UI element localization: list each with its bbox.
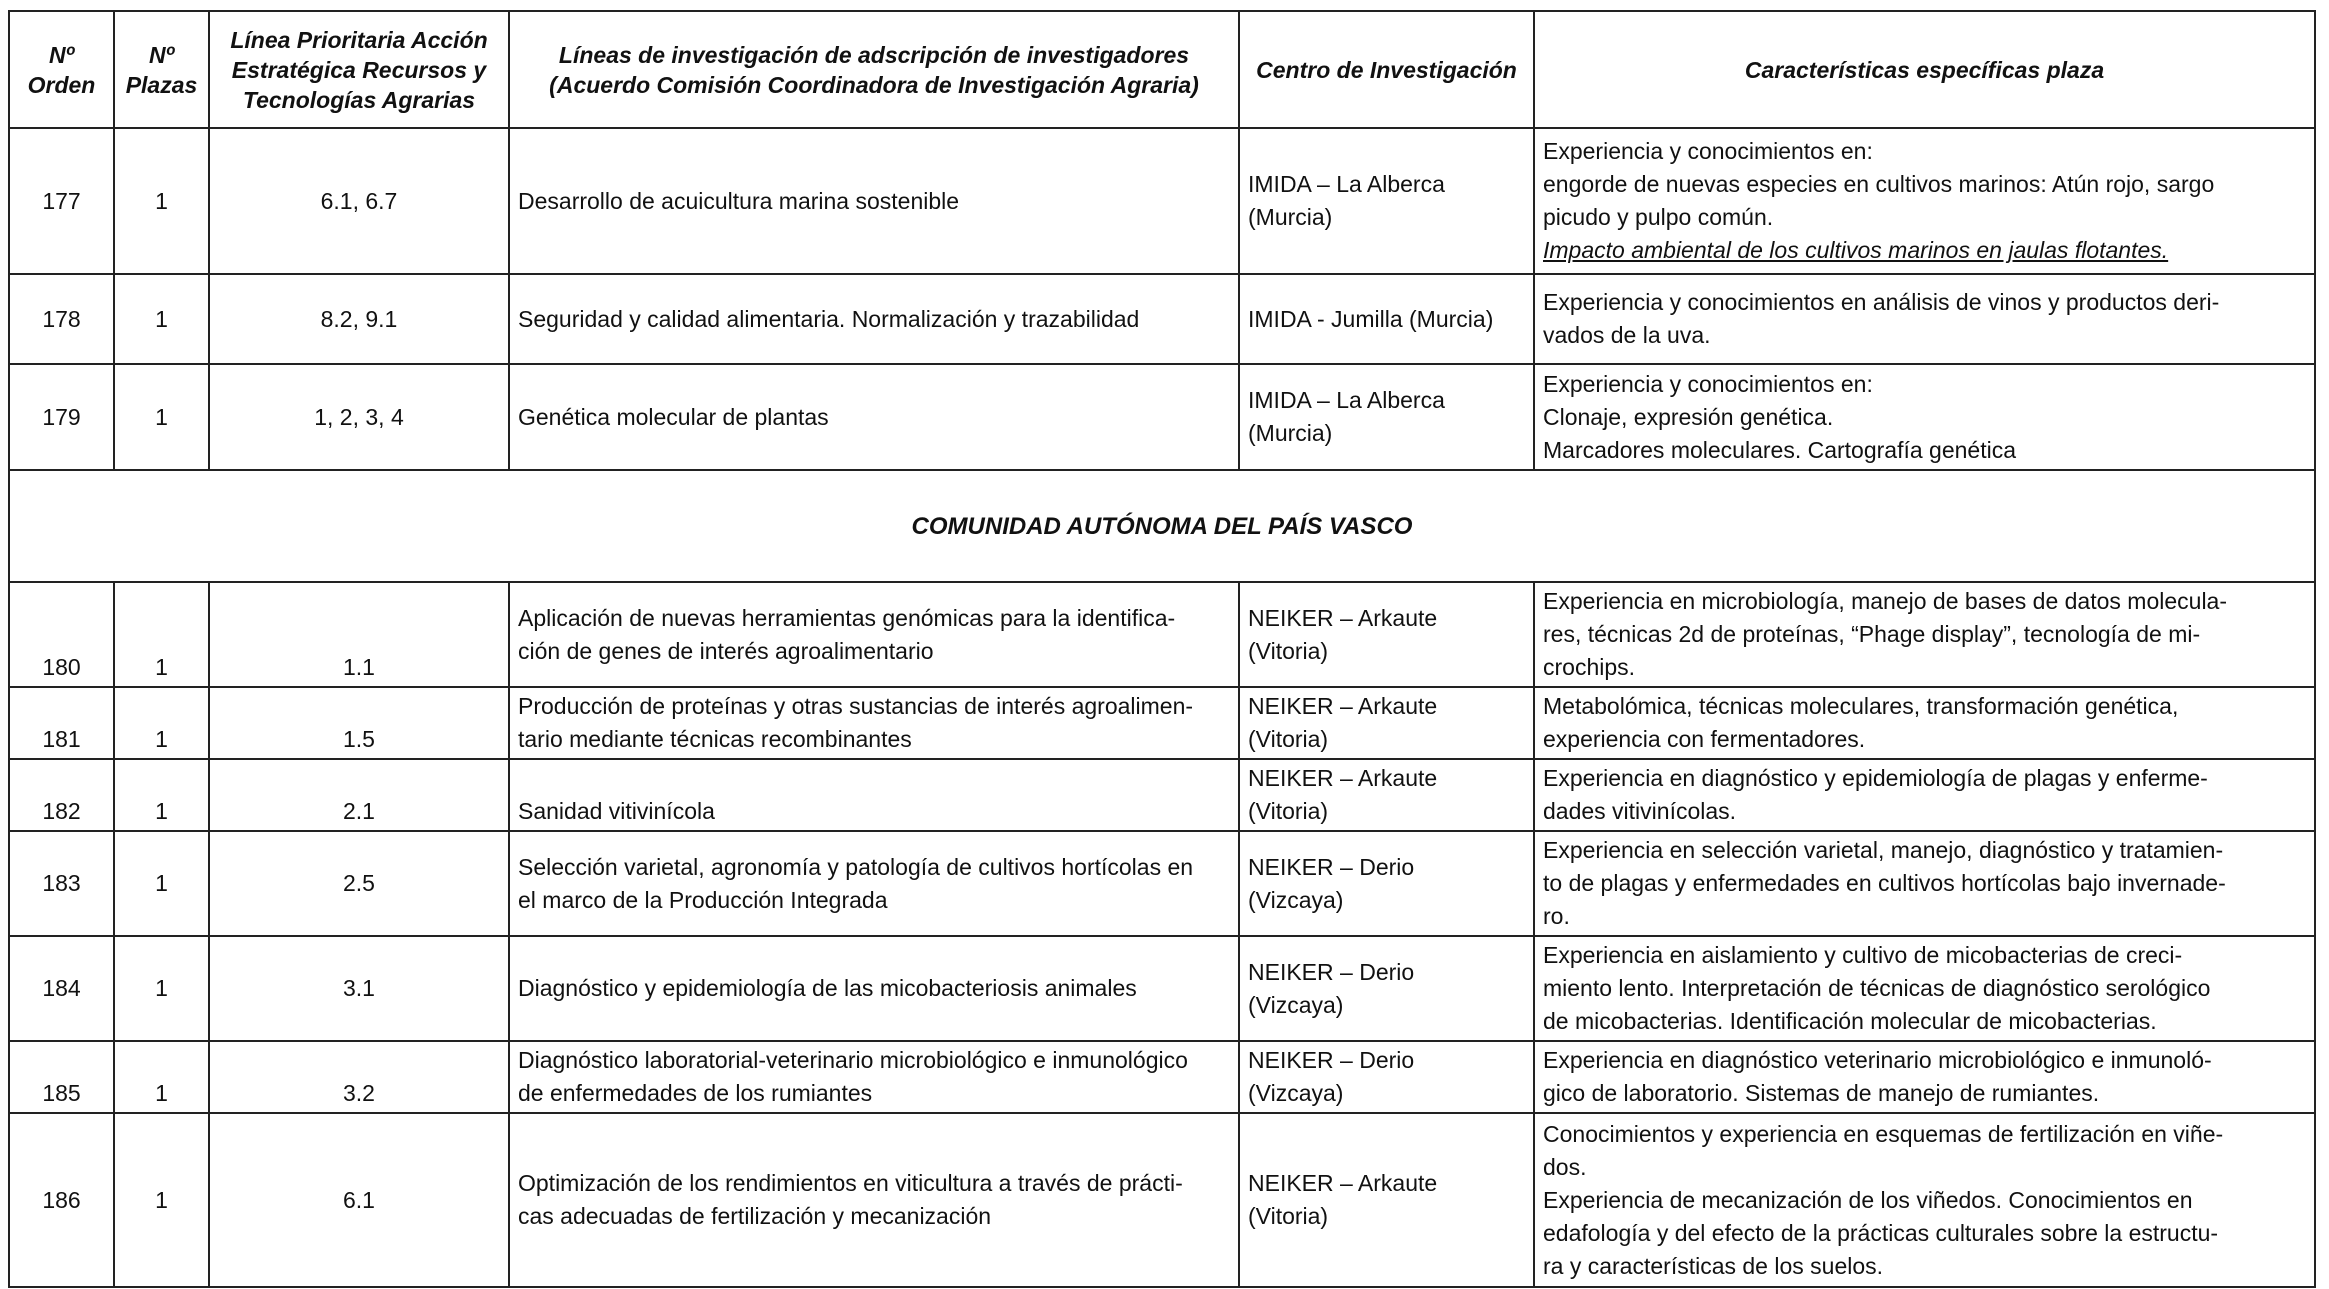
cell-line: dades vitivinícolas. — [1543, 798, 1737, 824]
header-centro: Centro de Investigación — [1239, 11, 1534, 128]
cell-line: Clonaje, expresión genética. — [1543, 403, 1834, 430]
caract-cell — [1534, 759, 2315, 831]
header-linea-line: Estratégica Recursos y — [231, 56, 487, 83]
cell-line: to de plagas y enfermedades en cultivos hortícolas bajo invernade- — [1543, 870, 2226, 896]
plazas-cell: 1 — [114, 936, 209, 1041]
plazas-cell: 1 — [114, 128, 209, 274]
centro-cell — [1239, 759, 1534, 831]
cell-line: IMIDA – La Alberca — [1248, 387, 1445, 413]
linea-cell: 8.2, 9.1 — [209, 274, 509, 364]
linea-cell: 3.1 — [209, 936, 509, 1041]
cell-line: ro. — [1543, 903, 1570, 929]
lineas-inv-cell — [509, 128, 1239, 274]
cell-line: IMIDA – La Alberca — [1248, 171, 1445, 197]
caract-cell — [1534, 1041, 2315, 1113]
plazas-cell: 1 — [114, 364, 209, 470]
cell-line: tario mediante técnicas recombinantes — [518, 726, 912, 752]
cell-line: (Murcia) — [1248, 420, 1333, 446]
orden-cell: 181 — [9, 687, 114, 759]
cell-line: de micobacterias. Identificación molecular de micobacterias. — [1543, 1008, 2157, 1034]
cell-line: edafología y del efecto de la prácticas culturales sobre la estructu- — [1543, 1219, 2219, 1246]
cell-line: Experiencia y conocimientos en análisis de vinos y productos deri- — [1543, 289, 2220, 315]
cell-line: Conocimientos y experiencia en esquemas de fertilización en viñe- — [1543, 1120, 2224, 1147]
cell-line: (Murcia) — [1248, 204, 1333, 230]
table-row — [9, 759, 2315, 831]
centro-cell — [1239, 687, 1534, 759]
cell-line: Genética molecular de plantas — [518, 403, 829, 430]
caract-cell — [1534, 364, 2315, 470]
linea-cell: 1.1 — [209, 582, 509, 687]
cell-line: Experiencia de mecanización de los viñedos. Conocimientos en — [1543, 1186, 2193, 1213]
cell-line: Experiencia en microbiología, manejo de bases de datos molecula- — [1543, 588, 2228, 614]
plazas-table — [8, 10, 2316, 1288]
plazas-cell: 1 — [114, 274, 209, 364]
cell-line: NEIKER – Derio — [1248, 1047, 1415, 1073]
table-row — [9, 687, 2315, 759]
cell-line: (Vitoria) — [1248, 637, 1329, 664]
plazas-cell: 1 — [114, 687, 209, 759]
cell-line: gico de laboratorio. Sistemas de manejo de rumiantes. — [1543, 1080, 2100, 1106]
centro-cell — [1239, 364, 1534, 470]
table-row — [9, 274, 2315, 364]
cell-line: Experiencia en diagnóstico veterinario microbiológico e inmunoló- — [1543, 1047, 2212, 1073]
lineas-inv-cell — [509, 831, 1239, 936]
cell-line: experiencia con fermentadores. — [1543, 726, 1866, 752]
cell-line: NEIKER – Derio — [1248, 958, 1415, 985]
cell-line: NEIKER – Arkaute — [1248, 765, 1438, 791]
cell-line: crochips. — [1543, 654, 1636, 680]
orden-cell: 182 — [9, 759, 114, 831]
cell-line: ción de genes de interés agroalimentario — [518, 637, 934, 664]
plazas-cell: 1 — [114, 1041, 209, 1113]
cell-line: Aplicación de nuevas herramientas genómicas para la identifica- — [518, 604, 1176, 631]
linea-cell: 6.1, 6.7 — [209, 128, 509, 274]
orden-cell: 179 — [9, 364, 114, 470]
plazas-cell: 1 — [114, 582, 209, 687]
linea-cell: 1.5 — [209, 687, 509, 759]
cell-line: ra y características de los suelos. — [1543, 1252, 1884, 1279]
cell-line: Seguridad y calidad alimentaria. Normalización y trazabilidad — [518, 305, 1140, 332]
cell-line: Experiencia y conocimientos en: — [1543, 370, 1873, 397]
header-plazas-line: Plazas — [125, 71, 198, 98]
orden-cell: 178 — [9, 274, 114, 364]
cell-line: (Vitoria) — [1248, 798, 1329, 824]
header-caracteristicas: Características específicas plaza — [1534, 11, 2315, 128]
centro-cell — [1239, 582, 1534, 687]
lineas-inv-cell — [509, 1113, 1239, 1287]
header-orden — [9, 11, 114, 128]
header-linea-line: Tecnologías Agrarias — [242, 86, 476, 113]
centro-cell — [1239, 128, 1534, 274]
caract-cell — [1534, 128, 2315, 274]
caract-cell — [1534, 582, 2315, 687]
cell-line: miento lento. Interpretación de técnicas de diagnóstico serológico — [1543, 975, 2211, 1001]
header-lineas-line: Líneas de investigación de adscripción de investigadores — [558, 41, 1190, 68]
linea-cell: 2.1 — [209, 759, 509, 831]
header-linea-line: Línea Prioritaria Acción — [230, 26, 488, 53]
centro-cell — [1239, 1113, 1534, 1287]
centro-cell — [1239, 274, 1534, 364]
cell-line: NEIKER – Arkaute — [1248, 604, 1438, 631]
centro-cell — [1239, 831, 1534, 936]
lineas-inv-cell — [509, 687, 1239, 759]
cell-line: Marcadores moleculares. Cartografía genética — [1543, 436, 2017, 463]
cell-line: dos. — [1543, 1153, 1587, 1180]
cell-line: Selección varietal, agronomía y patología de cultivos hortícolas en — [518, 853, 1194, 880]
cell-line: NEIKER – Arkaute — [1248, 693, 1438, 719]
header-lineas-line: (Acuerdo Comisión Coordinadora de Investigación Agraria) — [549, 71, 1199, 98]
header-linea-prioritaria — [209, 11, 509, 128]
caract-cell — [1534, 831, 2315, 936]
cell-line: Sanidad vitivinícola — [518, 798, 715, 824]
document-page — [8, 10, 2314, 1288]
cell-line: engorde de nuevas especies en cultivos marinos: Atún rojo, sargo — [1543, 171, 2215, 197]
plazas-cell: 1 — [114, 1113, 209, 1287]
cell-line: IMIDA - Jumilla (Murcia) — [1248, 305, 1494, 332]
lineas-inv-cell — [509, 936, 1239, 1041]
centro-cell — [1239, 1041, 1534, 1113]
caract-cell — [1534, 687, 2315, 759]
cell-line: Experiencia en aislamiento y cultivo de micobacterias de creci- — [1543, 942, 2183, 968]
cell-line: cas adecuadas de fertilización y mecanización — [518, 1203, 992, 1229]
plazas-cell: 1 — [114, 759, 209, 831]
header-orden-line: Orden — [27, 71, 96, 98]
section-row — [9, 470, 2315, 582]
section-title: COMUNIDAD AUTÓNOMA DEL PAÍS VASCO — [9, 470, 2315, 582]
orden-cell: 184 — [9, 936, 114, 1041]
caract-cell — [1534, 274, 2315, 364]
lineas-inv-cell — [509, 582, 1239, 687]
table-row — [9, 1113, 2315, 1287]
cell-line: Optimización de los rendimientos en viticultura a través de prácti- — [518, 1170, 1183, 1196]
centro-cell — [1239, 936, 1534, 1041]
header-lineas-investigacion — [509, 11, 1239, 128]
cell-line: vados de la uva. — [1543, 322, 1711, 348]
table-row — [9, 364, 2315, 470]
cell-line: res, técnicas 2d de proteínas, “Phage display”, tecnología de mi- — [1543, 621, 2201, 647]
cell-line: (Vizcaya) — [1248, 886, 1344, 913]
orden-cell: 183 — [9, 831, 114, 936]
table-row — [9, 128, 2315, 274]
plazas-cell: 1 — [114, 831, 209, 936]
linea-cell: 1, 2, 3, 4 — [209, 364, 509, 470]
header-row — [9, 11, 2315, 128]
lineas-inv-cell — [509, 364, 1239, 470]
orden-cell: 185 — [9, 1041, 114, 1113]
header-orden-line: Nº — [48, 41, 74, 68]
linea-cell: 2.5 — [209, 831, 509, 936]
cell-line: (Vitoria) — [1248, 1203, 1329, 1229]
cell-line: Impacto ambiental de los cultivos marinos en jaulas flotantes. — [1543, 237, 2169, 263]
cell-line: (Vizcaya) — [1248, 1080, 1344, 1106]
header-plazas — [114, 11, 209, 128]
cell-line: NEIKER – Derio — [1248, 853, 1415, 880]
cell-line: Diagnóstico laboratorial-veterinario microbiológico e inmunológico — [518, 1047, 1188, 1073]
linea-cell: 3.2 — [209, 1041, 509, 1113]
linea-cell: 6.1 — [209, 1113, 509, 1287]
table-row — [9, 831, 2315, 936]
cell-line: NEIKER – Arkaute — [1248, 1170, 1438, 1196]
cell-line: (Vizcaya) — [1248, 991, 1344, 1018]
table-row — [9, 1041, 2315, 1113]
cell-line: Experiencia en selección varietal, manejo, diagnóstico y tratamien- — [1543, 837, 2224, 863]
cell-line: Metabolómica, técnicas moleculares, transformación genética, — [1543, 693, 2179, 719]
table-row — [9, 582, 2315, 687]
lineas-inv-cell — [509, 759, 1239, 831]
lineas-inv-cell — [509, 274, 1239, 364]
orden-cell: 186 — [9, 1113, 114, 1287]
cell-line: el marco de la Producción Integrada — [518, 886, 888, 913]
caract-cell — [1534, 936, 2315, 1041]
header-plazas-line: Nº — [148, 41, 174, 68]
orden-cell: 180 — [9, 582, 114, 687]
cell-line: picudo y pulpo común. — [1543, 204, 1774, 230]
cell-line: (Vitoria) — [1248, 726, 1329, 752]
cell-line: Desarrollo de acuicultura marina sostenible — [518, 187, 960, 214]
table-row — [9, 936, 2315, 1041]
cell-line: Experiencia en diagnóstico y epidemiología de plagas y enferme- — [1543, 765, 2208, 791]
lineas-inv-cell — [509, 1041, 1239, 1113]
cell-line: de enfermedades de los rumiantes — [518, 1080, 873, 1106]
caract-cell — [1534, 1113, 2315, 1287]
cell-line: Diagnóstico y epidemiología de las micobacteriosis animales — [518, 975, 1137, 1001]
cell-line: Experiencia y conocimientos en: — [1543, 138, 1873, 164]
orden-cell: 177 — [9, 128, 114, 274]
cell-line: Producción de proteínas y otras sustancias de interés agroalimen- — [518, 693, 1194, 719]
